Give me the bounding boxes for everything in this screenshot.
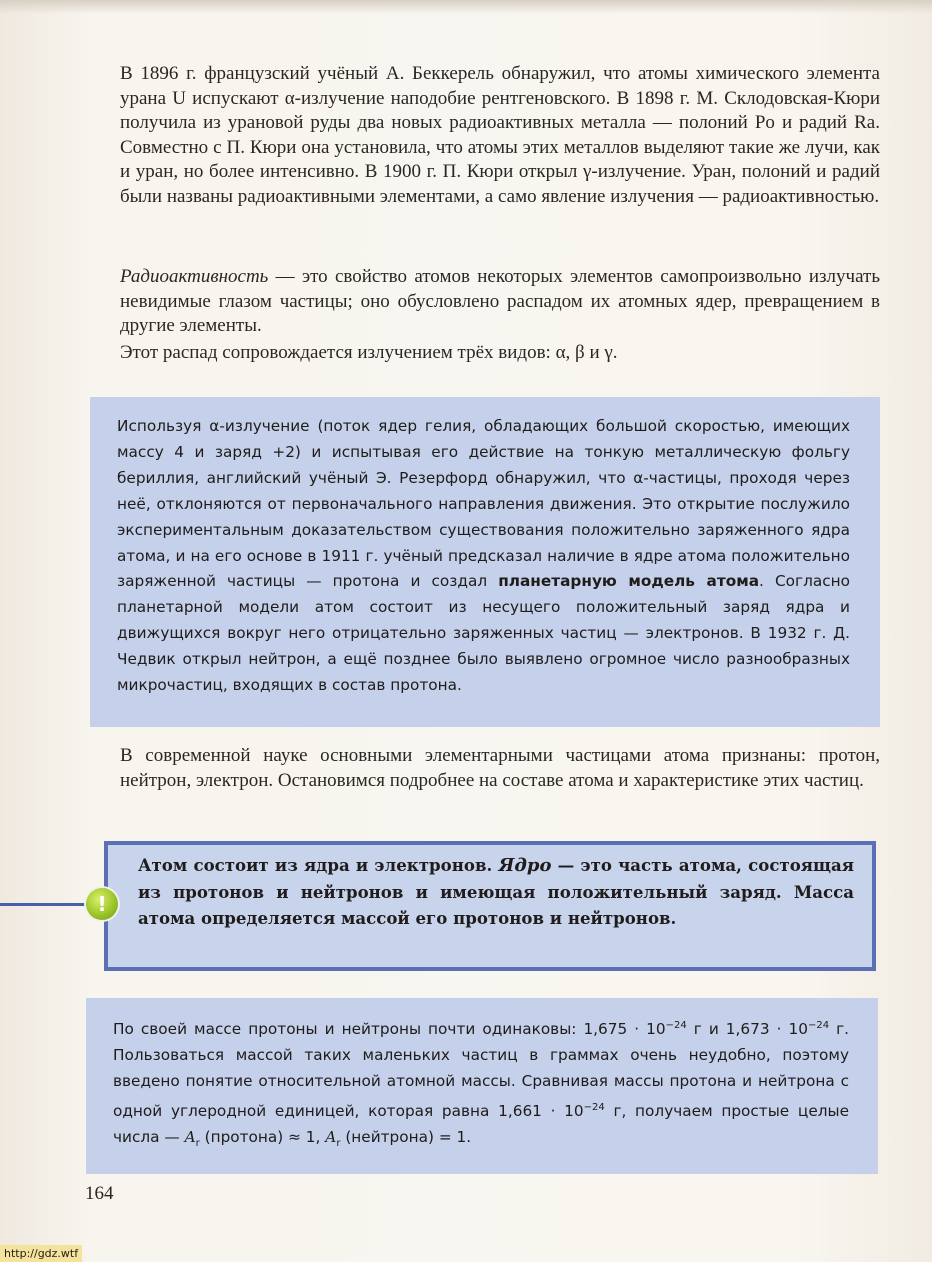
paragraph-elementary-particles: В современной науке основными элементарными частицами атома признаны: протон, нейтрон, электрон. Остановимся подробнее на составе атома и характеристике этих частиц. (120, 745, 880, 791)
paragraph-decay-types: Этот распад сопровождается излучением трёх видов: α, β и γ. (120, 342, 618, 363)
paragraph-becquerel: В 1896 г. французский учёный А. Беккерель обнаружил, что атомы химического элемента урана U испускают α-излучение наподобие рентгеновского. В 1898 г. М. Склодовская-Кюри получила из урановой руды два новых радиоактивных металла — полоний Po и радий Ra. Совместно с П. Кюри она установила, что атомы этих металлов выделяют такие же лучи, как и уран, но более интенсивно. В 1900 г. П. Кюри открыл γ-излучение. Уран, полоний и радий были названы радиоактивными элементами, а само явление излучения — радиоактивностью. (120, 63, 880, 207)
rule-text: Атом состоит из ядра и электронов. Ядро — это часть атома, состоящая из протонов и нейтронов и имеющая положительный заряд. Масса атома определяется массой его протонов и нейтронов. (138, 855, 854, 928)
term-nucleus: Ядро (498, 855, 552, 876)
page-number: 164 (85, 1183, 114, 1204)
page-top-shadow (0, 0, 932, 14)
paragraph-radioactivity-definition: Радиоактивность — это свойство атомов некоторых элементов самопроизвольно излучать невидимые глазом частицы; оно обусловлено распадом их атомных ядер, превращением в другие элементы. (120, 266, 880, 336)
info-box-rutherford-text: Используя α-излучение (поток ядер гелия, обладающих большой скоростью, имеющих массу 4 и заряд +2) и испытывая его действие на тонкую металлическую фольгу бериллия, английский учёный Э. Резерфорд обнаружил, что α-частицы, проходя через неё, отклоняются от первоначального направления движения. Это открытие послужило экспериментальным доказательством существования положительно заряженного ядра атома, и на его основе в 1911 г. учёный предсказал наличие в ядре атома положительно заряженной частицы — протона и создал планетарную модель атома. Согласно планетарной модели атом состоит из несущего положительный заряд ядра и движущихся вокруг него отрицательно заряженных частиц — электронов. В 1932 г. Д. Чедвик открыл нейтрон, а ещё позднее было выявлено огромное число разнообразных микрочастиц, входящих в состав протона. (117, 417, 850, 695)
term-planetary-model: планетарную модель атома (498, 572, 760, 591)
watermark-link[interactable]: http://gdz.wtf (0, 1245, 82, 1262)
rule-marker-line (0, 903, 90, 906)
exclamation-icon: ! (86, 888, 118, 920)
term-radioactivity: Радиоактивность (120, 266, 269, 287)
info-box-masses-text: По своей массе протоны и нейтроны почти одинаковы: $1,675 \cdot 10^{-24}$ г и $1,673 \cdot 10^{-24}$ г. Пользоваться массой таких маленьких частиц в граммах очень неудобно, поэтому введено понятие относительной атомной массы. Сравнивая массы протона и нейтрона с одной углеродной единицей, которая равна $1,661 \cdot 10^{-24}$ г, получаем простые целые числа — $A_r$ (протона) ≈ 1, $A_r$ (нейтрона) = 1. (113, 1020, 849, 1149)
